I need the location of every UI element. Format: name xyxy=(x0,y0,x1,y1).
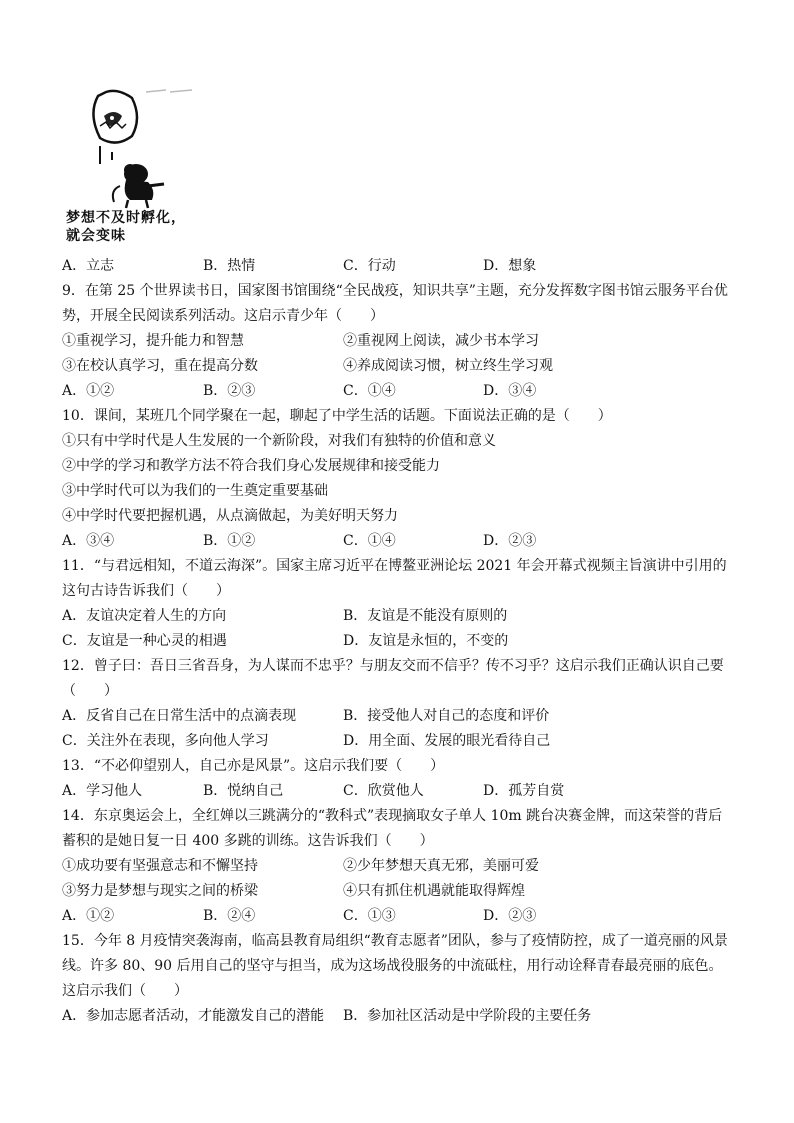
q10-item-4: ④中学时代要把握机遇，从点滴做起，为美好明天努力 xyxy=(62,508,398,524)
q14-item-2: ②少年梦想天真无邪，美丽可爱 xyxy=(343,858,539,874)
q13-option-c: C．欣赏他人 xyxy=(343,783,424,799)
q11-stem: 11．“与君远相知，不道云海深”。国家主席习近平在博鳌亚洲论坛 2021 年会开幕式视频主旨演讲中引用的这句古诗告诉我们（ ） xyxy=(62,558,727,599)
cartoon-illustration xyxy=(60,86,200,210)
q9-item-1: ①重视学习，提升能力和智慧 xyxy=(62,333,244,349)
q12-option-c: C．关注外在表现，多向他人学习 xyxy=(62,733,269,749)
q10-option-a: A．③④ xyxy=(62,533,115,549)
q10-item-2: ②中学的学习和教学方法不符合我们身心发展规律和接受能力 xyxy=(62,458,440,474)
q10-stem: 10．课间，某班几个同学聚在一起，聊起了中学生活的话题。下面说法正确的是（ ） xyxy=(62,408,612,424)
q8-option-d: D．想象 xyxy=(483,258,537,274)
cartoon-caption-line1: 梦想不及时孵化， xyxy=(66,210,186,226)
q14-item-4: ④只有抓住机遇就能取得辉煌 xyxy=(343,883,525,899)
q8-option-a: A．立志 xyxy=(62,258,115,274)
q14-stem: 14．东京奥运会上，全红婵以三跳满分的“教科式”表现摘取女子单人 10m 跳台决赛金牌，而这荣誉的背后蓄积的是她日复一日 400 多跳的训练。这告诉我们（ ） xyxy=(62,808,723,849)
q11-option-a: A．友谊决定着人生的方向 xyxy=(62,608,227,624)
q14-option-a: A．①② xyxy=(62,908,115,924)
q15-option-a: A．参加志愿者活动，才能激发自己的潜能 xyxy=(62,1008,325,1024)
q12-stem: 12．曾子曰：吾日三省吾身，为人谋而不忠乎？与朋友交而不信乎？传不习乎？这启示我们正确认识自己要（ ） xyxy=(62,658,724,699)
q9-stem: 9．在第 25 个世界读书日，国家图书馆围绕“全民战疫，知识共享”主题，充分发挥数字图书馆云服务平台优势，开展全民阅读系列活动。这启示青少年（ ） xyxy=(62,283,728,324)
q14-item-1: ①成功要有坚强意志和不懈坚持 xyxy=(62,858,258,874)
q10-item-3: ③中学时代可以为我们的一生奠定重要基础 xyxy=(62,483,328,499)
q9-option-d: D．③④ xyxy=(483,383,537,399)
q14-option-b: B．②④ xyxy=(203,908,256,924)
q10-item-1: ①只有中学时代是人生发展的一个新阶段，对我们有独特的价值和意义 xyxy=(62,433,496,449)
q14-option-c: C．①③ xyxy=(343,908,396,924)
q10-option-d: D．②③ xyxy=(483,533,537,549)
q8-option-c: C．行动 xyxy=(343,258,396,274)
q12-option-a: A．反省自己在日常生活中的点滴表现 xyxy=(62,708,297,724)
q15-stem: 15．今年 8 月疫情突袭海南，临高县教育局组织“教育志愿者”团队，参与了疫情防控，成了一道亮丽的风景线。许多 80、90 后用自己的坚守与担当，成为这场战役服务的中流砥柱，用行动诠释青春最亮丽的底色。这启示我们（ ） xyxy=(62,933,728,999)
q9-item-4: ④养成阅读习惯，树立终生学习观 xyxy=(343,358,553,374)
q9-option-c: C．①④ xyxy=(343,383,396,399)
q14-option-d: D．②③ xyxy=(483,908,537,924)
q9-item-3: ③在校认真学习，重在提高分数 xyxy=(62,358,258,374)
q8-option-b: B．热情 xyxy=(203,258,256,274)
q15-option-b: B．参加社区活动是中学阶段的主要任务 xyxy=(343,1008,592,1024)
q11-option-d: D．友谊是永恒的，不变的 xyxy=(343,633,509,649)
q10-option-b: B．①② xyxy=(203,533,256,549)
q12-option-d: D．用全面、发展的眼光看待自己 xyxy=(343,733,551,749)
q11-option-b: B．友谊是不能没有原则的 xyxy=(343,608,508,624)
q9-option-b: B．②③ xyxy=(203,383,256,399)
q11-option-c: C．友谊是一种心灵的相遇 xyxy=(62,633,227,649)
q14-item-3: ③努力是梦想与现实之间的桥梁 xyxy=(62,883,258,899)
q13-option-d: D．孤芳自赏 xyxy=(483,783,565,799)
q10-option-c: C．①④ xyxy=(343,533,396,549)
q13-option-a: A．学习他人 xyxy=(62,783,143,799)
q9-option-a: A．①② xyxy=(62,383,115,399)
q12-option-b: B．接受他人对自己的态度和评价 xyxy=(343,708,550,724)
cartoon-caption-line2: 就会变味 xyxy=(66,228,126,244)
q13-stem: 13．“不必仰望别人，自己亦是风景”。这启示我们要（ ） xyxy=(62,758,445,774)
q9-item-2: ②重视网上阅读，减少书本学习 xyxy=(343,333,539,349)
q13-option-b: B．悦纳自己 xyxy=(203,783,284,799)
